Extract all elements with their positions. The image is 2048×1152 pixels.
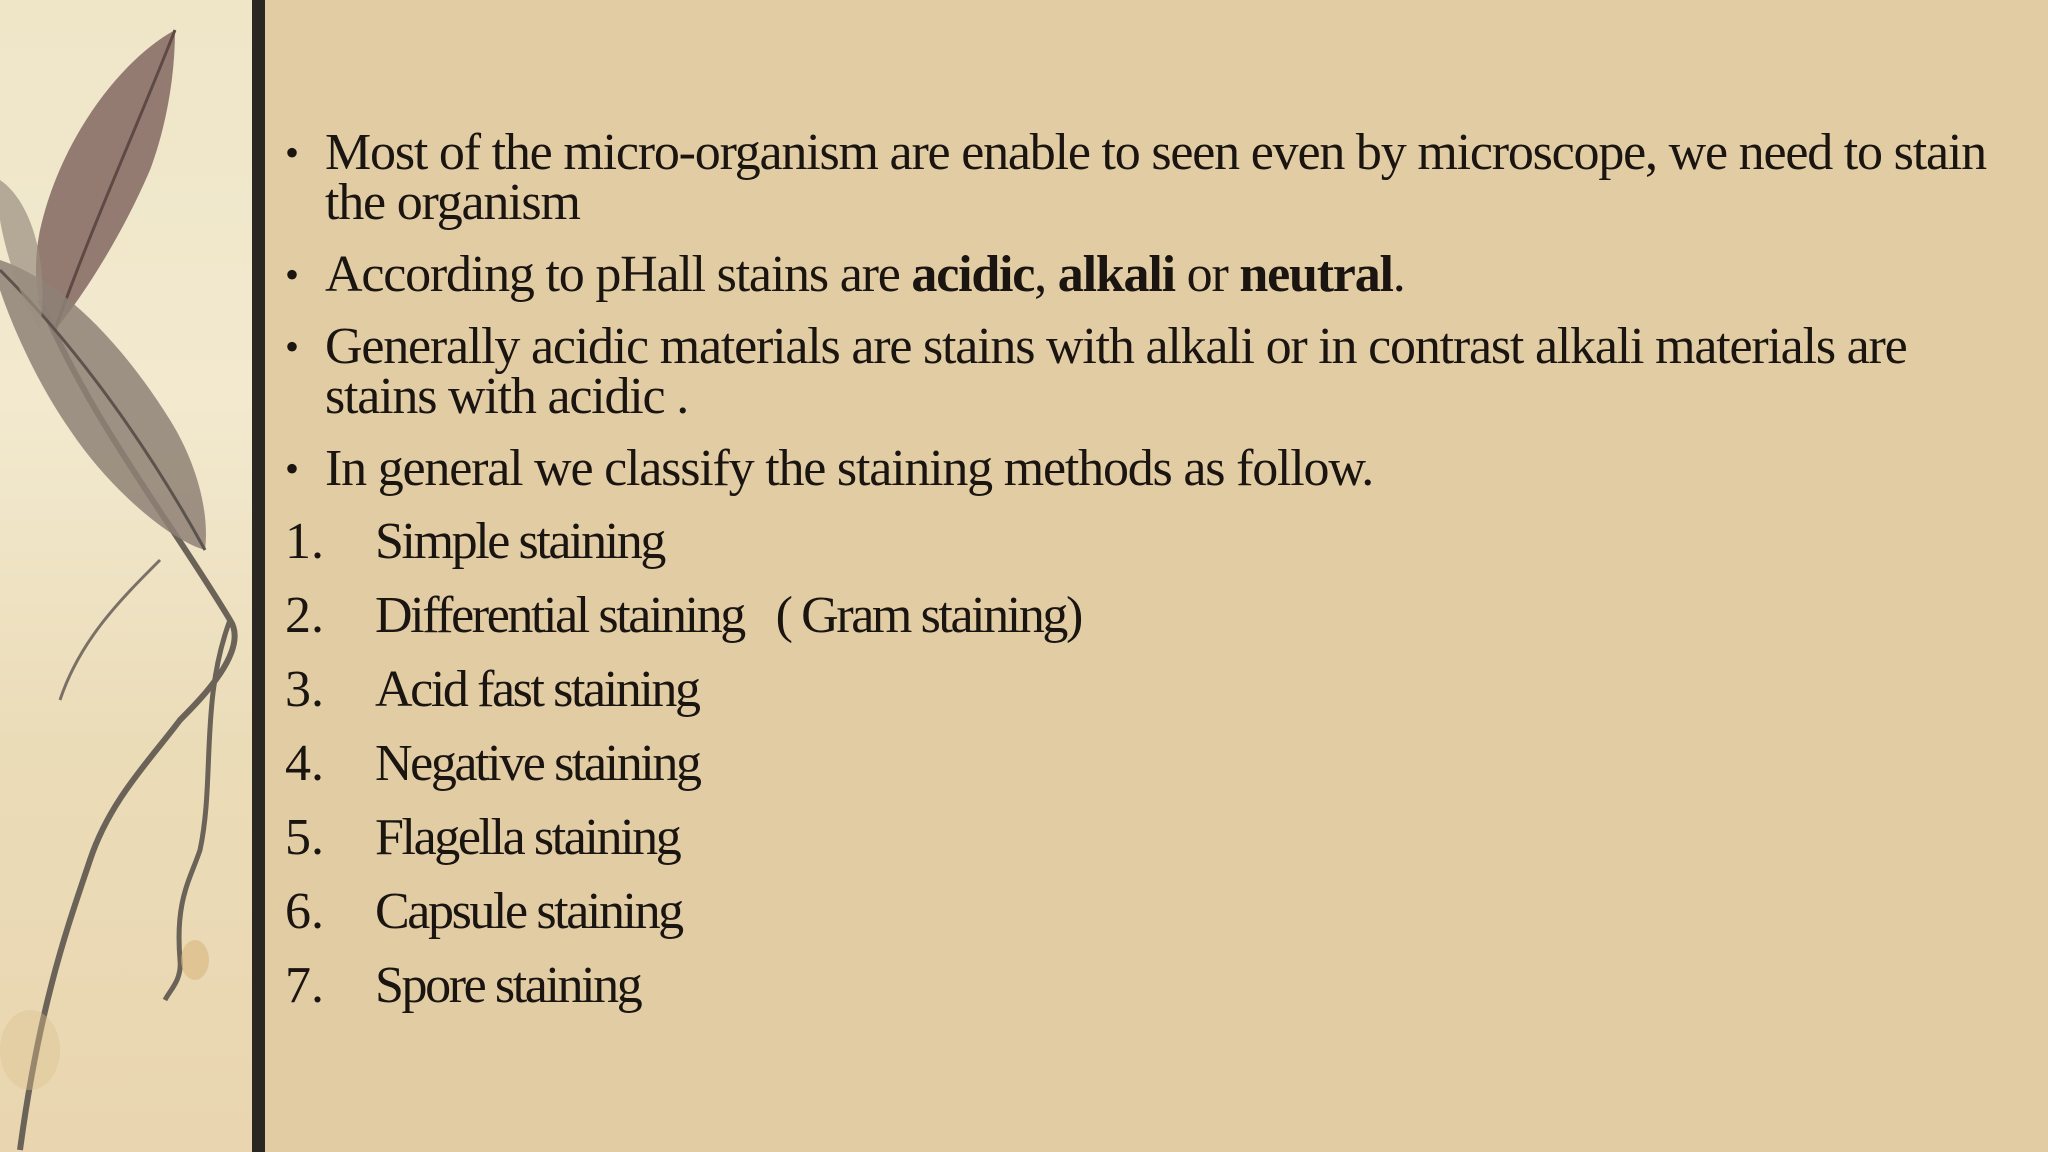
bullet-dot-icon: • bbox=[285, 446, 298, 491]
decorative-panel bbox=[0, 0, 252, 1152]
separator: or bbox=[1174, 246, 1240, 303]
list-number: 1. bbox=[285, 513, 324, 570]
list-number: 5. bbox=[285, 809, 324, 866]
list-item bbox=[285, 809, 2025, 866]
list-item bbox=[285, 587, 2025, 644]
bold-term-acidic: acidic bbox=[911, 246, 1035, 303]
list-item bbox=[285, 513, 2025, 570]
vertical-divider bbox=[252, 0, 265, 1152]
list-label: Differential staining ( Gram staining) bbox=[375, 587, 1081, 644]
list-item bbox=[285, 957, 2025, 1014]
list-label: Negative staining bbox=[375, 735, 700, 792]
bullet-item bbox=[285, 246, 2025, 303]
list-label: Spore staining bbox=[375, 957, 641, 1014]
bullet-text: Most of the micro-organism are enable to seen even by microscope, we need to stain the organism bbox=[325, 124, 1986, 231]
bullet-dot-icon: • bbox=[285, 130, 298, 175]
list-item bbox=[285, 735, 2025, 792]
list-item bbox=[285, 883, 2025, 940]
bullet-dot-icon: • bbox=[285, 324, 298, 369]
list-label: Acid fast staining bbox=[375, 661, 699, 718]
bullet-dot-icon: • bbox=[285, 252, 298, 297]
dried-leaf-branch-icon bbox=[0, 0, 252, 1152]
list-label: Simple staining bbox=[375, 513, 665, 570]
bold-term-neutral: neutral bbox=[1239, 246, 1393, 303]
bullet-text-prefix: According to pHall stains are bbox=[325, 246, 912, 303]
list-number: 6. bbox=[285, 883, 324, 940]
list-number: 7. bbox=[285, 957, 324, 1014]
bullet-item bbox=[285, 440, 2025, 497]
list-label: Flagella staining bbox=[375, 809, 680, 866]
bold-term-alkali: alkali bbox=[1057, 246, 1175, 303]
slide-content bbox=[285, 124, 2025, 1034]
bullet-item bbox=[285, 124, 2025, 231]
list-item bbox=[285, 661, 2025, 718]
list-number: 3. bbox=[285, 661, 324, 718]
list-number: 4. bbox=[285, 735, 324, 792]
bullet-item bbox=[285, 318, 2025, 425]
separator: , bbox=[1034, 246, 1058, 303]
bullet-text-suffix: . bbox=[1392, 246, 1405, 303]
list-label: Capsule staining bbox=[375, 883, 682, 940]
list-number: 2. bbox=[285, 587, 324, 644]
bullet-text: In general we classify the staining methods as follow. bbox=[325, 440, 1374, 497]
bullet-text: Generally acidic materials are stains with alkali or in contrast alkali materials are stains with acidic . bbox=[325, 318, 1907, 425]
